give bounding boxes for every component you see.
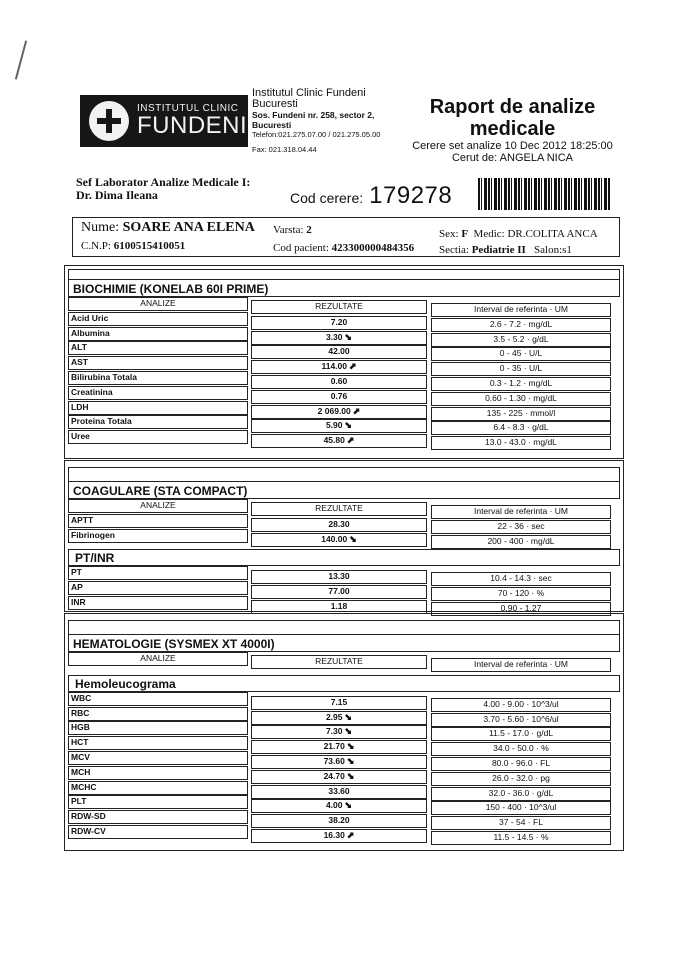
section-title: BIOCHIMIE (KONELAB 60I PRIME)	[68, 279, 620, 297]
table-header	[68, 297, 620, 312]
reference-range: 3.5 - 5.2 · g/dL	[431, 333, 611, 347]
result-value: 16.30	[323, 829, 345, 840]
test-result	[251, 390, 427, 404]
test-result	[251, 360, 427, 374]
lab-chief-label: Sef Laborator Analize Medicale I:	[76, 175, 251, 189]
test-name: Acid Uric	[68, 312, 248, 326]
arrow-down-icon: ⬊	[344, 331, 353, 342]
test-result	[251, 570, 427, 584]
reference-range: 4.00 - 9.00 · 10^3/ul	[431, 698, 611, 712]
test-result	[251, 533, 427, 547]
fundeni-logo	[80, 95, 248, 147]
test-name: RBC	[68, 707, 248, 721]
reference-range: 200 - 400 · mg/dL	[431, 535, 611, 549]
reference-range: 135 - 225 · mmol/l	[431, 407, 611, 421]
result-value: 38.20	[328, 815, 350, 826]
patient-code: 423300000484356	[331, 242, 415, 254]
cnp-label: C.N.P:	[81, 240, 111, 252]
col-header-reference: Interval de referinta · UM	[431, 303, 611, 317]
result-value: 3.30	[325, 331, 343, 342]
reference-range: 150 - 400 · 10^3/ul	[431, 801, 611, 815]
reference-range: 11.5 - 17.0 · g/dL	[431, 727, 611, 741]
report-title-block	[400, 96, 625, 164]
logo-small-text: INSTITUTUL CLINIC	[137, 103, 239, 114]
test-result	[251, 785, 427, 799]
table-header	[68, 652, 620, 667]
reference-range: 13.0 - 43.0 · mg/dL	[431, 436, 611, 450]
reference-range: 0.90 - 1.27	[431, 602, 611, 616]
result-value: 7.30	[325, 726, 343, 737]
test-name: HGB	[68, 721, 248, 735]
request-code-label: Cod cerere:	[290, 190, 364, 206]
reference-range: 26.0 - 32.0 · pg	[431, 772, 611, 786]
test-name: AST	[68, 356, 248, 370]
result-value: 4.00	[325, 800, 343, 811]
arrow-down-icon: ⬊	[346, 755, 355, 766]
test-name: WBC	[68, 692, 248, 706]
doctor-label: Medic:	[473, 228, 505, 240]
result-value: 7.15	[330, 696, 348, 707]
lab-chief	[76, 176, 250, 202]
barcode	[478, 178, 610, 210]
result-value: 7.20	[330, 316, 348, 327]
test-name: Uree	[68, 430, 248, 444]
section-coagulare	[64, 460, 624, 612]
patient-sex: F	[461, 228, 469, 240]
biochimie-rows	[65, 312, 623, 448]
institution-fax: Fax: 021.318.04.44	[252, 145, 317, 154]
test-name: Creatinina	[68, 386, 248, 400]
arrow-down-icon: ⬊	[346, 770, 355, 781]
arrow-up-icon: ⬈	[346, 829, 355, 840]
test-name: MCH	[68, 766, 248, 780]
test-name: PT	[68, 566, 248, 580]
result-value: 5.90	[325, 420, 343, 431]
patient-room: s1	[562, 244, 572, 256]
institution-address: Sos. Fundeni nr. 258, sector 2,	[252, 110, 375, 120]
section-label: Sectia:	[439, 244, 469, 256]
test-name: MCHC	[68, 781, 248, 795]
col-header-result: REZULTATE	[251, 655, 427, 669]
test-result	[251, 434, 427, 448]
arrow-up-icon: ⬈	[348, 361, 357, 372]
institution-city: Bucuresti	[252, 98, 298, 110]
test-result	[251, 799, 427, 813]
test-name: INR	[68, 596, 248, 610]
table-row	[68, 692, 620, 707]
reference-range: 0 - 35 · U/L	[431, 362, 611, 376]
institution-phone: Telefon:021.275.07.00 / 021.275.05.00	[252, 130, 381, 139]
test-result	[251, 814, 427, 828]
reference-range: 0.60 - 1.30 · mg/dL	[431, 392, 611, 406]
report-title: Raport de analize medicale	[429, 96, 596, 140]
result-value: 77.00	[328, 586, 350, 597]
test-result	[251, 585, 427, 599]
reference-range: 10.4 - 14.3 · sec	[431, 572, 611, 586]
request-code	[290, 182, 452, 210]
table-row	[68, 566, 620, 584]
patient-name: SOARE ANA ELENA	[122, 220, 255, 235]
patient-age: 2	[306, 224, 312, 236]
requested-by: Cerut de: ANGELA NICA	[451, 152, 574, 164]
result-value: 2 069.00	[317, 405, 351, 416]
test-result	[251, 829, 427, 843]
institution-name: Institutul Clinic Fundeni	[252, 87, 366, 99]
institution-info	[252, 88, 380, 155]
result-value: 13.30	[328, 571, 350, 582]
patient-section: Pediatrie II	[471, 244, 526, 256]
arrow-down-icon: ⬊	[344, 711, 353, 722]
test-result	[251, 518, 427, 532]
result-value: 2.95	[325, 711, 343, 722]
test-name: Bilirubina Totala	[68, 371, 248, 385]
result-value: 28.30	[328, 518, 350, 529]
test-name: LDH	[68, 401, 248, 415]
ptinr-rows	[65, 566, 623, 613]
reference-range: 0.3 - 1.2 · mg/dL	[431, 377, 611, 391]
test-name: AP	[68, 581, 248, 595]
test-result	[251, 331, 427, 345]
result-value: 21.70	[323, 741, 345, 752]
arrow-down-icon: ⬊	[344, 726, 353, 737]
subsection-title: Hemoleucograma	[68, 675, 620, 692]
arrow-down-icon: ⬊	[344, 800, 353, 811]
test-result	[251, 740, 427, 754]
sex-label: Sex:	[439, 228, 459, 240]
cross-logo-icon	[89, 101, 129, 141]
request-code-value: 179278	[369, 182, 453, 209]
test-name: Albumina	[68, 327, 248, 341]
col-header-result: REZULTATE	[251, 300, 427, 314]
test-name: Fibrinogen	[68, 529, 248, 543]
logo-big-text: FUNDENI	[137, 112, 248, 139]
lab-chief-name: Dr. Dima Ileana	[76, 188, 158, 202]
section-hematologie	[64, 613, 624, 851]
table-header	[68, 499, 620, 514]
reference-range: 70 - 120 · %	[431, 587, 611, 601]
col-header-test: ANALIZE	[68, 499, 248, 513]
patient-doctor: DR.COLITA ANCA	[507, 228, 598, 240]
age-label: Varsta:	[273, 224, 304, 236]
test-result	[251, 696, 427, 710]
test-result	[251, 316, 427, 330]
test-result	[251, 419, 427, 433]
test-name: RDW-CV	[68, 825, 248, 839]
col-header-reference: Interval de referinta · UM	[431, 505, 611, 519]
col-header-reference: Interval de referinta · UM	[431, 658, 611, 672]
test-name: PLT	[68, 795, 248, 809]
test-name: ALT	[68, 341, 248, 355]
result-value: 114.00	[321, 361, 347, 372]
patient-box	[72, 217, 620, 257]
reference-range: 0 - 45 · U/L	[431, 347, 611, 361]
result-value: 73.60	[323, 755, 345, 766]
test-result	[251, 405, 427, 419]
arrow-down-icon: ⬊	[344, 420, 353, 431]
arrow-down-icon: ⬊	[349, 533, 357, 544]
arrow-down-icon: ⬊	[346, 741, 355, 752]
test-result	[251, 345, 427, 359]
name-label: Nume:	[81, 220, 120, 235]
test-result	[251, 725, 427, 739]
test-result	[251, 711, 427, 725]
reference-range: 37 - 54 · FL	[431, 816, 611, 830]
arrow-up-icon: ⬈	[346, 435, 355, 446]
reference-range: 22 - 36 · sec	[431, 520, 611, 534]
result-value: 24.70	[323, 770, 345, 781]
reference-range: 11.5 - 14.5 · %	[431, 831, 611, 845]
result-value: 140.00	[321, 533, 348, 544]
test-name: HCT	[68, 736, 248, 750]
patient-code-label: Cod pacient:	[273, 242, 329, 254]
result-value: 1.18	[330, 600, 348, 611]
col-header-test: ANALIZE	[68, 652, 248, 666]
result-value: 42.00	[328, 346, 350, 357]
test-result	[251, 755, 427, 769]
subsection-title: PT/INR	[68, 549, 620, 566]
reference-range: 3.70 - 5.60 · 10^6/ul	[431, 713, 611, 727]
section-biochimie	[64, 265, 624, 459]
reference-range: 6.4 - 8.3 · g/dL	[431, 421, 611, 435]
room-label: Salon:	[534, 244, 563, 256]
result-value: 33.60	[328, 785, 350, 796]
test-result	[251, 770, 427, 784]
arrow-up-icon: ⬈	[352, 405, 361, 416]
test-name: Proteina Totala	[68, 415, 248, 429]
pencil-mark	[15, 40, 27, 79]
request-set-date: Cerere set analize 10 Dec 2012 18:25:00	[412, 140, 613, 152]
test-name: MCV	[68, 751, 248, 765]
test-result	[251, 375, 427, 389]
test-name: RDW-SD	[68, 810, 248, 824]
reference-range: 34.0 - 50.0 · %	[431, 742, 611, 756]
section-title: COAGULARE (STA COMPACT)	[68, 481, 620, 499]
institution-address-city: Bucuresti	[252, 120, 292, 130]
hemoleucograma-rows	[65, 692, 623, 840]
test-name: APTT	[68, 514, 248, 528]
reference-range: 32.0 - 36.0 · g/dL	[431, 787, 611, 801]
reference-range: 2.6 - 7.2 · mg/dL	[431, 318, 611, 332]
col-header-test: ANALIZE	[68, 297, 248, 311]
col-header-result: REZULTATE	[251, 502, 427, 516]
result-value: 0.60	[330, 375, 348, 386]
section-title: HEMATOLOGIE (SYSMEX XT 4000I)	[68, 634, 620, 652]
test-result	[251, 600, 427, 614]
result-value: 0.76	[330, 390, 348, 401]
result-value: 45.80	[323, 435, 345, 446]
patient-cnp: 6100515410051	[113, 240, 186, 252]
reference-range: 80.0 - 96.0 · FL	[431, 757, 611, 771]
